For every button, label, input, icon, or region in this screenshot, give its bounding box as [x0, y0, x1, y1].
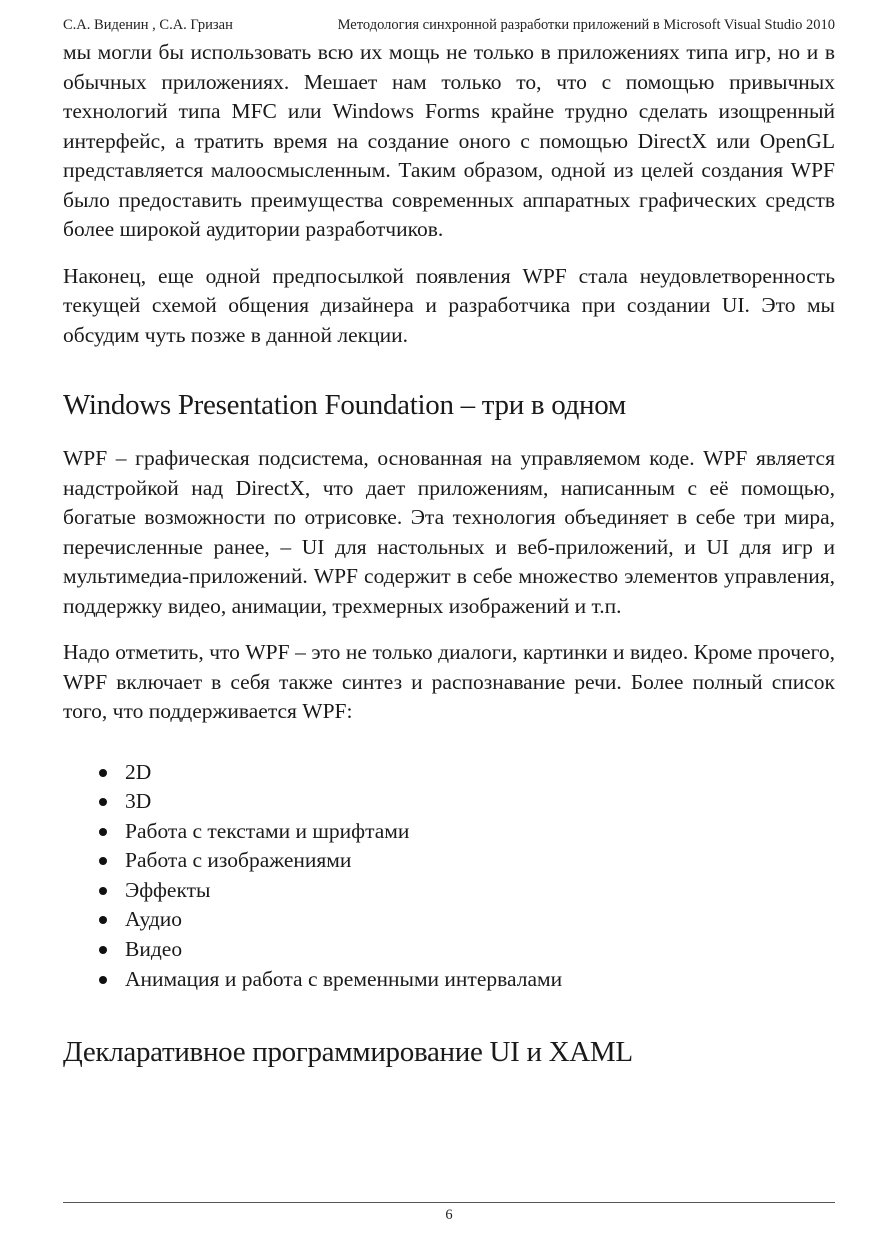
- bullet-icon: [99, 916, 107, 924]
- bullet-icon: [99, 828, 107, 836]
- bullet-icon: [99, 769, 107, 777]
- footer-divider: [63, 1202, 835, 1203]
- list-item: [63, 935, 835, 965]
- page-number: 6: [445, 1207, 453, 1223]
- list-item-text: 3D: [125, 789, 152, 814]
- list-item: [63, 876, 835, 906]
- page-content: [63, 38, 835, 1070]
- list-item-text: Аудио: [125, 907, 183, 932]
- list-item: [63, 965, 835, 995]
- list-item-text: Видео: [125, 937, 183, 962]
- feature-list: [63, 758, 835, 995]
- section-heading: Декларативное программирование UI и XAML: [63, 1036, 633, 1069]
- document-page: [63, 0, 835, 1241]
- body-paragraph: WPF – графическая подсистема, основанная на управляемом коде. WPF является надстройкой над DirectX, что дает приложениям, написанным с её помощью, богатые возможности по отрисовке. Эта технология объединяет в себе три мира, перечисленные ранее, – UI для настольных и веб-приложений, и UI для игр и мультимедиа-приложений. WPF содержит в себе множество элементов управления, поддержку видео, анимации, трехмерных изображений и т.п.: [63, 446, 835, 618]
- list-item-text: 2D: [125, 759, 152, 784]
- list-item-text: Эффекты: [125, 877, 211, 902]
- header-authors: С.А. Виденин , С.А. Гризан: [63, 17, 233, 33]
- body-paragraph: Наконец, еще одной предпосылкой появления WPF стала неудовлетворенность текущей схемой общения дизайнера и разработчика при создании UI. Это мы обсудим чуть позже в данной лекции.: [63, 263, 835, 347]
- body-paragraph: мы могли бы использовать всю их мощь не только в приложениях типа игр, но и в обычных приложениях. Мешает нам только то, что с помощью привычных технологий типа MFC или Windows Forms крайне трудно сделать изощренный интерфейс, а тратить время на создание оного с помощью DirectX или OpenGL представляется малоосмысленным. Таким образом, одной из целей создания WPF было предоставить преимущества современных аппаратных графических средств более широкой аудитории разработчиков.: [63, 40, 835, 241]
- header-book-title: Методология синхронной разработки приложений в Microsoft Visual Studio 2010: [337, 17, 835, 33]
- list-item: [63, 817, 835, 847]
- list-item-text: Работа с изображениями: [125, 848, 352, 873]
- list-item-text: Работа с текстами и шрифтами: [125, 818, 410, 843]
- bullet-icon: [99, 946, 107, 954]
- bullet-icon: [99, 798, 107, 806]
- bullet-icon: [99, 887, 107, 895]
- bullet-icon: [99, 976, 107, 984]
- bullet-icon: [99, 857, 107, 865]
- list-item: [63, 758, 835, 788]
- list-item: [63, 846, 835, 876]
- section-heading: Windows Presentation Foundation – три в одном: [63, 389, 626, 421]
- list-item: [63, 905, 835, 935]
- list-item: [63, 787, 835, 817]
- list-item-text: Анимация и работа с временными интервалами: [125, 966, 563, 991]
- body-paragraph: Надо отметить, что WPF – это не только диалоги, картинки и видео. Кроме прочего, WPF включает в себя также синтез и распознавание речи. Более полный список того, что поддерживается WPF:: [63, 640, 835, 723]
